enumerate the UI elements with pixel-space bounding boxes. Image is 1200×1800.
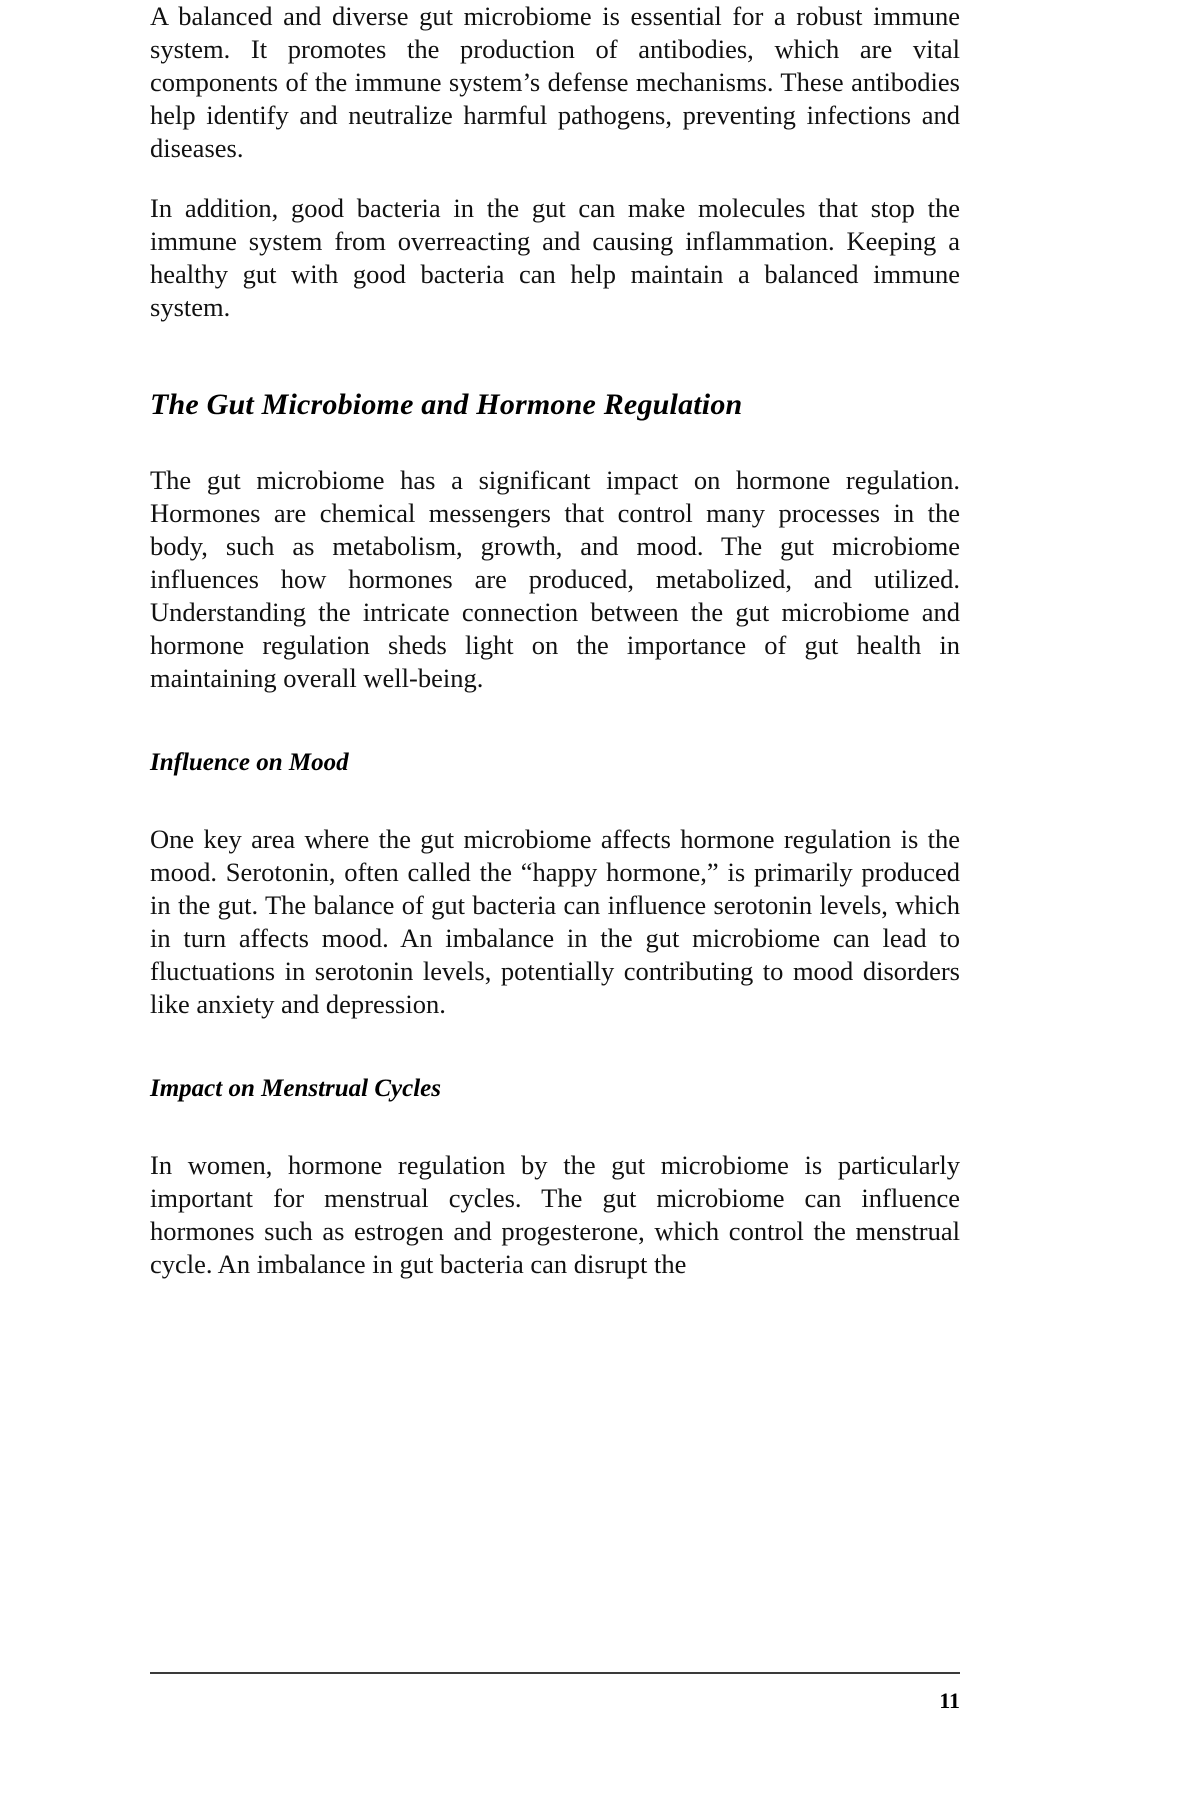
paragraph-good-bacteria: In addition, good bacteria in the gut can make molecules that stop the immune system from overreacting and causing inflammation. Keeping a healthy gut with good bacteria can help maintain a balanced immune system. xyxy=(150,193,960,322)
paragraph-spacer xyxy=(150,165,960,192)
paragraph-hormone-regulation-intro: The gut microbiome has a significant impact on hormone regulation. Hormones are chemical messengers that control many processes in the body, such as metabolism, growth, and mood. The gut microbiome influences how hormones are produced, metabolized, and utilized. Understanding the intricate connection between the gut microbiome and hormone regulation sheds light on the importance of gut health in maintaining overall well-being. xyxy=(150,465,960,693)
page-number: 11 xyxy=(939,1688,960,1713)
heading-spacer-above xyxy=(150,324,960,386)
page-footer xyxy=(150,1672,960,1714)
subheading-spacer-below-mood xyxy=(150,779,960,823)
paragraph-menstrual-cycles: In women, hormone regulation by the gut microbiome is particularly important for menstrual cycles. The gut microbiome can influence hormones such as estrogen and progesterone, which control the menstrual cycle. An imbalance in gut bacteria can disrupt the xyxy=(150,1150,960,1279)
subheading-spacer-above-menstrual xyxy=(150,1021,960,1073)
page-content xyxy=(150,0,960,1281)
heading-spacer-below xyxy=(150,424,960,464)
subheading-impact-on-menstrual-cycles: Impact on Menstrual Cycles xyxy=(150,1075,441,1102)
paragraph-mood-serotonin: One key area where the gut microbiome affects hormone regulation is the mood. Serotonin, often called the “happy hormone,” is primarily produced in the gut. The balance of gut bacteria can influence serotonin levels, which in turn affects mood. An imbalance in the gut microbiome can lead to fluctuations in serotonin levels, potentially contributing to mood disorders like anxiety and depression. xyxy=(150,824,960,1019)
subheading-spacer-below-menstrual xyxy=(150,1105,960,1149)
subheading-influence-on-mood: Influence on Mood xyxy=(150,749,349,776)
section-heading-hormone-regulation: The Gut Microbiome and Hormone Regulation xyxy=(150,388,743,421)
footer-divider xyxy=(150,1672,960,1674)
paragraph-immune-antibodies: A balanced and diverse gut microbiome is essential for a robust immune system. It promotes the production of antibodies, which are vital components of the immune system’s defense mechanisms. These antibodies help identify and neutralize harmful pathogens, preventing infections and diseases. xyxy=(150,1,960,163)
subheading-spacer-above-mood xyxy=(150,695,960,747)
